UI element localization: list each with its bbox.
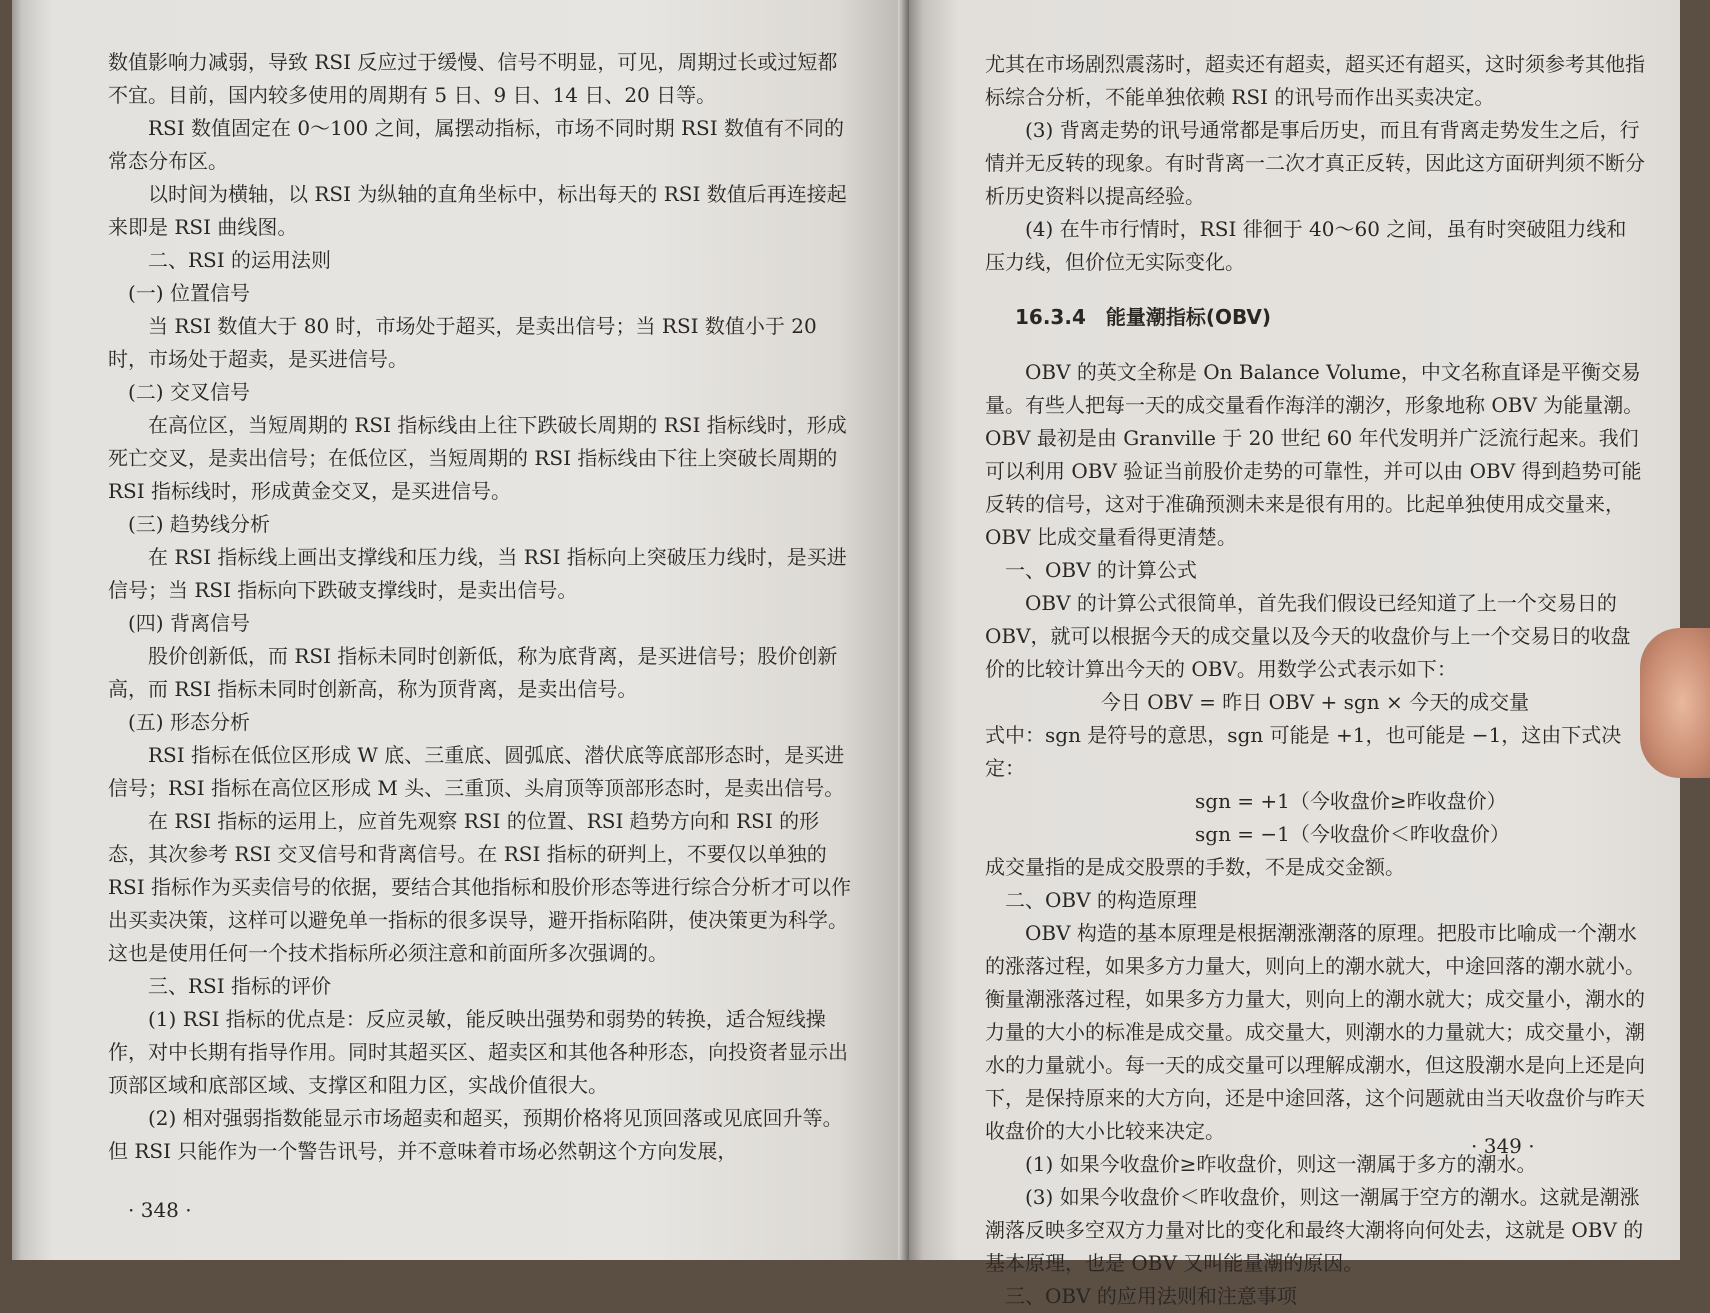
- paragraph: OBV 的英文全称是 On Balance Volume，中文名称直译是平衡交易量。有些人把每一天的成交量看作海洋的潮汐，形象地称 OBV 为能量潮。OBV 最初是由 Granville 于 20 世纪 60 年代发明并广泛流行起来。我们可以利用 OBV 验证当前股价走势的可靠性，并可以由 OBV 得到趋势可能反转的信号，这对于准确预测未来是很有用的。比起单独使用成交量来，OBV 比成交量看得更清楚。: [985, 360, 1644, 549]
- section-heading: 三、RSI 指标的评价: [148, 974, 332, 998]
- subheading: (二) 交叉信号: [128, 380, 250, 404]
- paragraph: 当 RSI 数值大于 80 时，市场处于超买，是卖出信号；当 RSI 数值小于 20 时，市场处于超卖，是买进信号。: [108, 314, 817, 371]
- page-number: · 348 ·: [128, 1198, 192, 1222]
- paragraph: RSI 数值固定在 0～100 之间，属摆动指标，市场不同时期 RSI 数值有不同的常态分布区。: [108, 116, 845, 173]
- subheading: 三、OBV 的应用法则和注意事项: [1005, 1284, 1297, 1308]
- formula-case: sgn = −1（今收盘价＜昨收盘价）: [1195, 822, 1510, 846]
- left-book-page: [12, 0, 909, 1260]
- thumb: [1640, 628, 1710, 778]
- right-book-page: [909, 0, 1680, 1308]
- paragraph: 尤其在市场剧烈震荡时，超卖还有超卖，超买还有超买，这时须参考其他指标综合分析，不能单独依赖 RSI 的讯号而作出买卖决定。: [985, 52, 1645, 109]
- formula-note: 式中：sgn 是符号的意思，sgn 可能是 +1，也可能是 −1，这由下式决定：: [985, 723, 1622, 780]
- paragraph: 成交量指的是成交股票的手数，不是成交金额。: [985, 855, 1405, 879]
- paragraph: 数值影响力减弱，导致 RSI 反应过于缓慢、信号不明显，可见，周期过长或过短都不宜。目前，国内较多使用的周期有 5 日、9 日、14 日、20 日等。: [108, 50, 838, 107]
- paragraph: (3) 如果今收盘价＜昨收盘价，则这一潮属于空方的潮水。这就是潮涨潮落反映多空双方力量对比的变化和最终大潮将向何处去，这就是 OBV 的基本原理，也是 OBV 又叫能量潮的原因。: [985, 1185, 1644, 1275]
- paragraph: RSI 指标在低位区形成 W 底、三重底、圆弧底、潜伏底等底部形态时，是买进信号；RSI 指标在高位区形成 M 头、三重顶、头肩顶等顶部形态时，是卖出信号。: [108, 743, 845, 800]
- left-page-text: [108, 46, 853, 1168]
- subheading: (三) 趋势线分析: [128, 512, 270, 536]
- subheading: (一) 位置信号: [128, 281, 250, 305]
- paragraph: (4) 在牛市行情时，RSI 徘徊于 40～60 之间，虽有时突破阻力线和压力线，但价位无实际变化。: [985, 217, 1627, 274]
- paragraph: OBV 构造的基本原理是根据潮涨潮落的原理。把股市比喻成一个潮水的涨落过程，如果多方力量大，则向上的潮水就大，中途回落的潮水就小。衡量潮涨落过程，如果多方力量大，则向上的潮水就大；成交量小，潮水的力量的大小的标准是成交量。成交量大，则潮水的力量就大；成交量小，潮水的力量就小。每一天的成交量可以理解成潮水，但这股潮水是向上还是向下，是保持原来的大方向，还是中途回落，这个问题就由当天收盘价与昨天收盘价的大小比较来决定。: [985, 921, 1645, 1143]
- formula-case: sgn = +1（今收盘价≥昨收盘价）: [1195, 789, 1507, 813]
- paragraph: 以时间为横轴，以 RSI 为纵轴的直角坐标中，标出每天的 RSI 数值后再连接起来即是 RSI 曲线图。: [108, 182, 847, 239]
- formula: 今日 OBV = 昨日 OBV + sgn × 今天的成交量: [1100, 690, 1530, 714]
- paragraph: (1) RSI 指标的优点是：反应灵敏，能反映出强势和弱势的转换，适合短线操作，对中长期有指导作用。同时其超买区、超卖区和其他各种形态，向投资者显示出顶部区域和底部区域、支撑区和阻力区，实战价值很大。: [108, 1007, 848, 1097]
- subheading: (五) 形态分析: [128, 710, 250, 734]
- subheading: (四) 背离信号: [128, 611, 250, 635]
- section-heading: 二、RSI 的运用法则: [148, 248, 332, 272]
- paragraph: (3) 背离走势的讯号通常都是事后历史，而且有背离走势发生之后，行情并无反转的现象。有时背离一二次才真正反转，因此这方面研判须不断分析历史资料以提高经验。: [985, 118, 1645, 208]
- subheading: 一、OBV 的计算公式: [1005, 558, 1197, 582]
- paragraph: 股价创新低，而 RSI 指标未同时创新低，称为底背离，是买进信号；股价创新高，而 RSI 指标未同时创新高，称为顶背离，是卖出信号。: [108, 644, 838, 701]
- paragraph: OBV 的计算公式很简单，首先我们假设已经知道了上一个交易日的 OBV，就可以根据今天的成交量以及今天的收盘价与上一个交易日的收盘价的比较计算出今天的 OBV。用数学公式表示如下：: [985, 591, 1631, 681]
- right-page-text: [985, 48, 1645, 1313]
- paragraph: 在高位区，当短周期的 RSI 指标线由上往下跌破长周期的 RSI 指标线时，形成死亡交叉，是卖出信号；在低位区，当短周期的 RSI 指标线由下往上突破长周期的 RSI 指标线时，形成黄金交叉，是买进信号。: [108, 413, 847, 503]
- paragraph: 在 RSI 指标的运用上，应首先观察 RSI 的位置、RSI 趋势方向和 RSI 的形态，其次参考 RSI 交叉信号和背离信号。在 RSI 指标的研判上，不要仅以单独的 RSI 指标作为买卖信号的依据，要结合其他指标和股价形态等进行综合分析才可以作出买卖决策，这样可以避免单一指标的很多误导，避开指标陷阱，使决策更为科学。这也是使用任何一个技术指标所必须注意和前面所多次强调的。: [108, 809, 852, 965]
- paragraph: (1) 如果今收盘价≥昨收盘价，则这一潮属于多方的潮水。: [1025, 1152, 1537, 1176]
- section-heading: 16.3.4 能量潮指标(OBV): [1015, 305, 1272, 329]
- subheading: 二、OBV 的构造原理: [1005, 888, 1197, 912]
- paragraph: (2) 相对强弱指数能显示市场超卖和超买，预期价格将见顶回落或见底回升等。但 RSI 只能作为一个警告讯号，并不意味着市场必然朝这个方向发展，: [108, 1106, 843, 1163]
- page-number: · 349 ·: [1471, 1134, 1535, 1158]
- paragraph: 在 RSI 指标线上画出支撑线和压力线，当 RSI 指标向上突破压力线时，是买进信号；当 RSI 指标向下跌破支撑线时，是卖出信号。: [108, 545, 847, 602]
